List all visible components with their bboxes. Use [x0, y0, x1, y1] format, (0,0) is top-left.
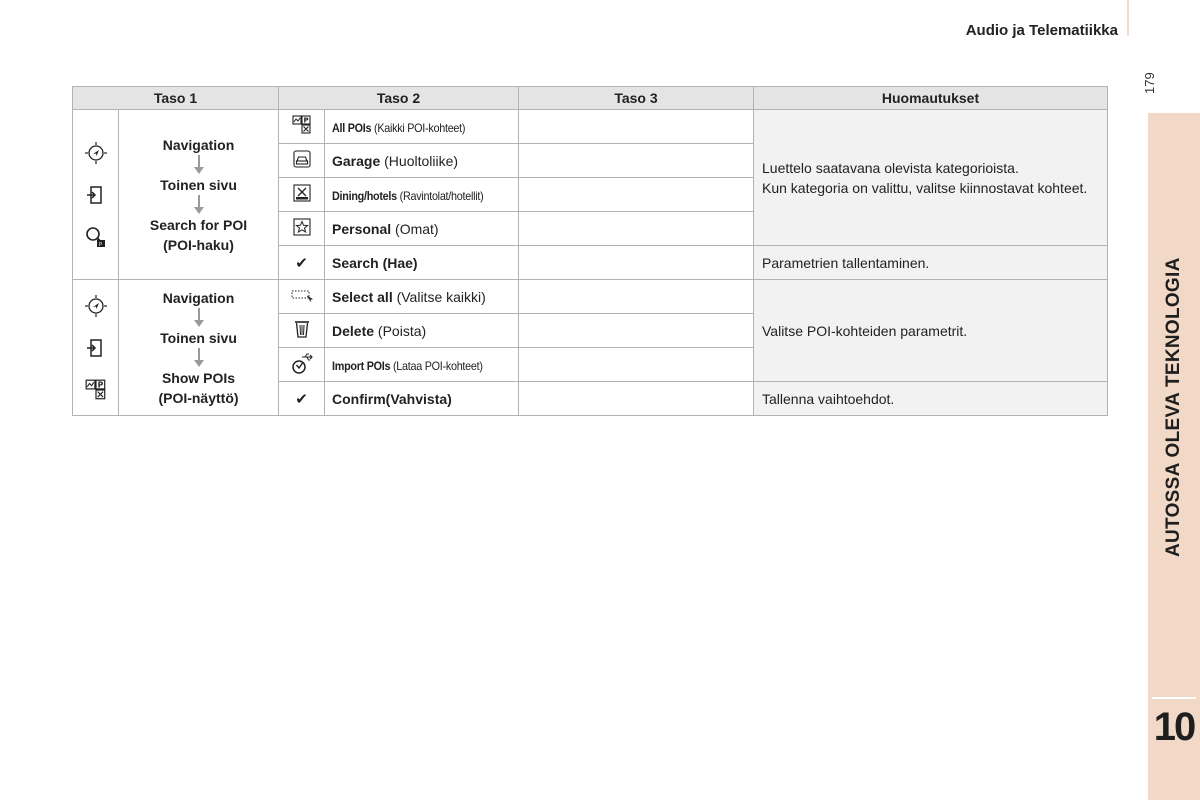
- level3-cell: [519, 314, 754, 348]
- svg-text:P: P: [98, 241, 102, 248]
- table-header-row: [73, 87, 1108, 110]
- chapter-divider: [1152, 697, 1196, 699]
- level1-icons-cell: [73, 110, 119, 280]
- select-all-desc: (Valitse kaikki): [392, 288, 486, 305]
- poi-menu-table: [72, 86, 1108, 416]
- level3-cell: [519, 212, 754, 246]
- dining-hotels-label: Dining/hotels: [332, 188, 397, 203]
- personal-desc: (Omat): [391, 220, 439, 237]
- confirm-label: Confirm(Vahvista): [332, 390, 452, 407]
- header-level2: Taso 2: [279, 87, 519, 110]
- import-pois-desc: (Lataa POI-kohteet): [390, 358, 483, 373]
- level1-path-cell: [119, 110, 279, 280]
- level1-icons-cell: [73, 280, 119, 416]
- arrow-down-icon: [194, 348, 204, 368]
- note-save-options: Tallenna vaihtoehdot.: [754, 382, 1108, 416]
- poi-map-icon: [291, 116, 313, 139]
- trash-icon: [291, 327, 313, 343]
- page-header-title: Audio ja Telematiikka: [965, 22, 1118, 39]
- level3-cell: [519, 280, 754, 314]
- all-pois-label: All POIs: [332, 120, 372, 135]
- select-all-label: Select all: [332, 288, 393, 305]
- header-notes: Huomautukset: [754, 87, 1108, 110]
- chapter-title: AUTOSSA OLEVA TEKNOLOGIA: [1163, 257, 1184, 557]
- note-categories: Luettelo saatavana olevista kategorioista. Kun kategoria on valittu, valitse kiinnostavat kohteet.: [754, 110, 1108, 246]
- import-pois-label: Import POIs: [332, 358, 391, 373]
- svg-text:P: P: [97, 379, 103, 389]
- header-level3: Taso 3: [519, 87, 754, 110]
- checkmark-icon: ✔: [295, 254, 308, 272]
- path-step-show-pois: Show POIs: [161, 369, 236, 386]
- dining-hotels-desc: (Ravintolat/hotellit): [396, 188, 484, 203]
- dining-hotels-icon: [291, 191, 313, 207]
- level3-cell: [519, 246, 754, 280]
- usb-import-icon: [290, 362, 314, 378]
- path-step-search-poi-fi: (POI-haku): [163, 236, 234, 253]
- path-step-search-poi: Search for POI: [149, 216, 248, 233]
- level3-cell: [519, 110, 754, 144]
- table-row: [73, 280, 1108, 314]
- select-all-icon: [290, 289, 314, 305]
- header-level1: Taso 1: [73, 87, 279, 110]
- search-label: Search (Hae): [332, 254, 418, 271]
- secondary-page-icon: [83, 182, 109, 208]
- garage-car-icon: [291, 157, 313, 173]
- arrow-down-icon: [194, 195, 204, 215]
- checkmark-icon: ✔: [295, 390, 308, 408]
- poi-map-icon: [83, 377, 109, 403]
- note-poi-parameters: Valitse POI-kohteiden parametrit.: [754, 280, 1108, 382]
- star-icon: [291, 225, 313, 241]
- svg-text:P: P: [303, 116, 309, 125]
- table-row: [73, 110, 1108, 144]
- garage-label: Garage: [332, 152, 381, 169]
- chapter-number: 10: [1153, 705, 1195, 749]
- all-pois-desc: (Kaikki POI-kohteet): [371, 120, 466, 135]
- level3-cell: [519, 144, 754, 178]
- path-step-secondary-page: Toinen sivu: [160, 176, 237, 193]
- navigation-compass-icon: [83, 140, 109, 166]
- path-step-navigation: Navigation: [162, 289, 235, 306]
- header-divider: [1127, 0, 1129, 36]
- path-step-secondary-page: Toinen sivu: [160, 329, 237, 346]
- level1-path-cell: [119, 280, 279, 416]
- level3-cell: [519, 348, 754, 382]
- arrow-down-icon: [194, 155, 204, 175]
- path-step-show-pois-fi: (POI-näyttö): [158, 389, 239, 406]
- navigation-compass-icon: [83, 293, 109, 319]
- note-save-parameters: Parametrien tallentaminen.: [754, 246, 1108, 280]
- garage-desc: (Huoltoliike): [380, 152, 459, 169]
- poi-search-icon: [83, 224, 109, 250]
- page-number: 179: [1142, 72, 1157, 94]
- delete-desc: (Poista): [374, 322, 427, 339]
- personal-label: Personal: [332, 220, 392, 237]
- level3-cell: [519, 178, 754, 212]
- arrow-down-icon: [194, 308, 204, 328]
- level3-cell: [519, 382, 754, 416]
- chapter-side-tab: [1148, 113, 1200, 800]
- secondary-page-icon: [83, 335, 109, 361]
- delete-label: Delete: [332, 322, 375, 339]
- path-step-navigation: Navigation: [162, 136, 235, 153]
